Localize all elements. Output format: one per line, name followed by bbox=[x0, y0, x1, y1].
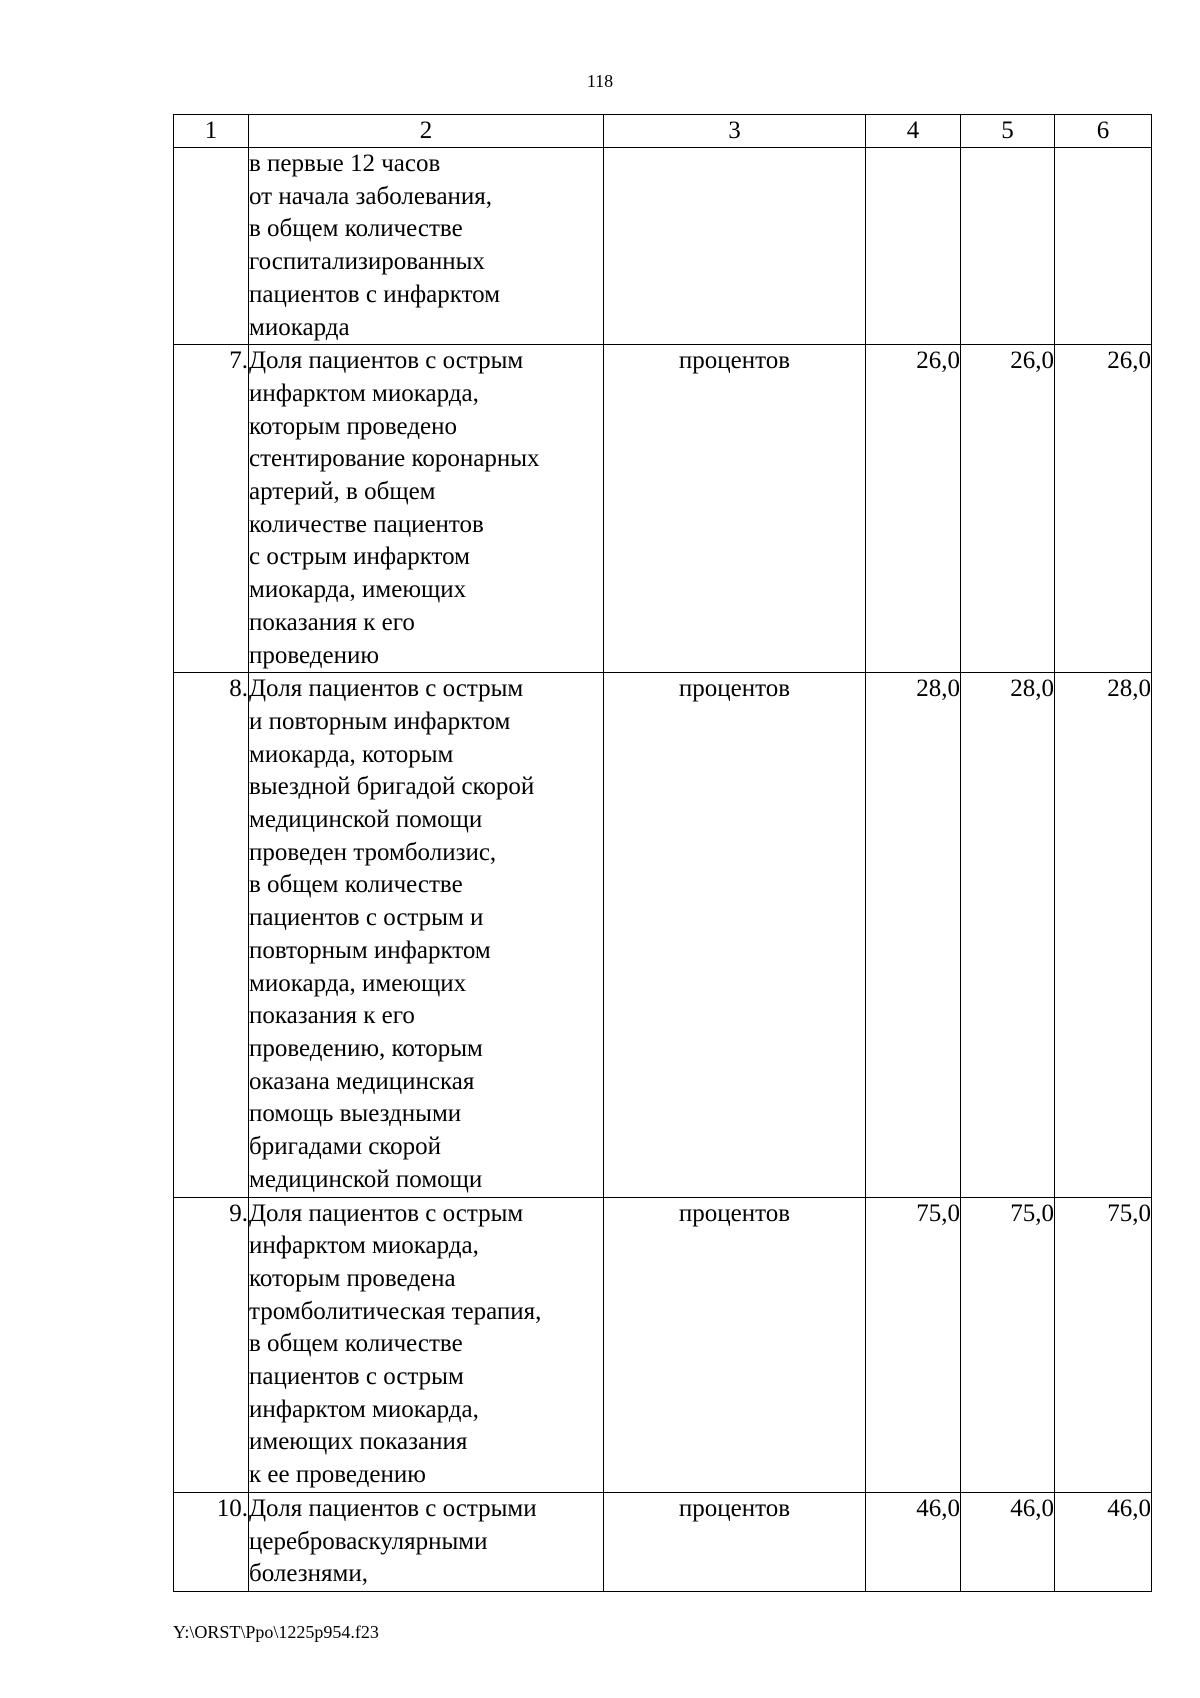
value-col-4: 28,0 bbox=[866, 673, 961, 1197]
unit-cell bbox=[604, 148, 866, 345]
column-header-2: 2 bbox=[249, 115, 604, 148]
unit-cell: процентов bbox=[604, 1197, 866, 1492]
indicators-table bbox=[173, 114, 1152, 1592]
value-col-6: 28,0 bbox=[1055, 673, 1152, 1197]
column-header-6: 6 bbox=[1055, 115, 1152, 148]
column-header-5: 5 bbox=[961, 115, 1055, 148]
row-number: 9. bbox=[174, 1197, 249, 1492]
value-col-5: 28,0 bbox=[961, 673, 1055, 1197]
column-header-3: 3 bbox=[604, 115, 866, 148]
value-col-4: 75,0 bbox=[866, 1197, 961, 1492]
file-path-footer: Y:\ORST\Ppo\1225p954.f23 bbox=[173, 1622, 379, 1642]
indicator-description: Доля пациентов с острым инфарктом миокарда, которым проведено стентирование коронарных артерий, в общем количестве пациентов с острым инфарктом миокарда, имеющих показания к его проведению bbox=[249, 345, 604, 673]
value-col-6: 46,0 bbox=[1055, 1492, 1152, 1591]
page-number: 118 bbox=[586, 71, 614, 91]
unit-cell: процентов bbox=[604, 345, 866, 673]
indicator-description: Доля пациентов с острыми цереброваскулярными болезнями, bbox=[249, 1492, 604, 1591]
unit-cell: процентов bbox=[604, 1492, 866, 1591]
unit-cell: процентов bbox=[604, 673, 866, 1197]
indicator-description: Доля пациентов с острым инфарктом миокарда, которым проведена тромболитическая терапия, в общем количестве пациентов с острым инфарктом миокарда, имеющих показания к ее проведению bbox=[249, 1197, 604, 1492]
value-col-5: 75,0 bbox=[961, 1197, 1055, 1492]
table-row bbox=[174, 1492, 1152, 1591]
value-col-4 bbox=[866, 148, 961, 345]
table-row bbox=[174, 1197, 1152, 1492]
indicator-description: Доля пациентов с острым и повторным инфарктом миокарда, которым выездной бригадой скорой медицинской помощи проведен тромболизис, в общем количестве пациентов с острым и повторным инфарктом миокарда, имеющих показания к его проведению, которым оказана медицинская помощь выездными бригадами скорой медицинской помощи bbox=[249, 673, 604, 1197]
table-row bbox=[174, 673, 1152, 1197]
value-col-5: 26,0 bbox=[961, 345, 1055, 673]
table-header-row bbox=[174, 115, 1152, 148]
row-number: 8. bbox=[174, 673, 249, 1197]
row-number: 7. bbox=[174, 345, 249, 673]
value-col-6: 26,0 bbox=[1055, 345, 1152, 673]
indicator-description: в первые 12 часов от начала заболевания, в общем количестве госпитализированных пациентов с инфарктом миокарда bbox=[249, 148, 604, 345]
row-number bbox=[174, 148, 249, 345]
column-header-4: 4 bbox=[866, 115, 961, 148]
value-col-4: 26,0 bbox=[866, 345, 961, 673]
table-row bbox=[174, 148, 1152, 345]
value-col-5: 46,0 bbox=[961, 1492, 1055, 1591]
value-col-6: 75,0 bbox=[1055, 1197, 1152, 1492]
value-col-5 bbox=[961, 148, 1055, 345]
column-header-1: 1 bbox=[174, 115, 249, 148]
value-col-4: 46,0 bbox=[866, 1492, 961, 1591]
table-row bbox=[174, 345, 1152, 673]
value-col-6 bbox=[1055, 148, 1152, 345]
row-number: 10. bbox=[174, 1492, 249, 1591]
